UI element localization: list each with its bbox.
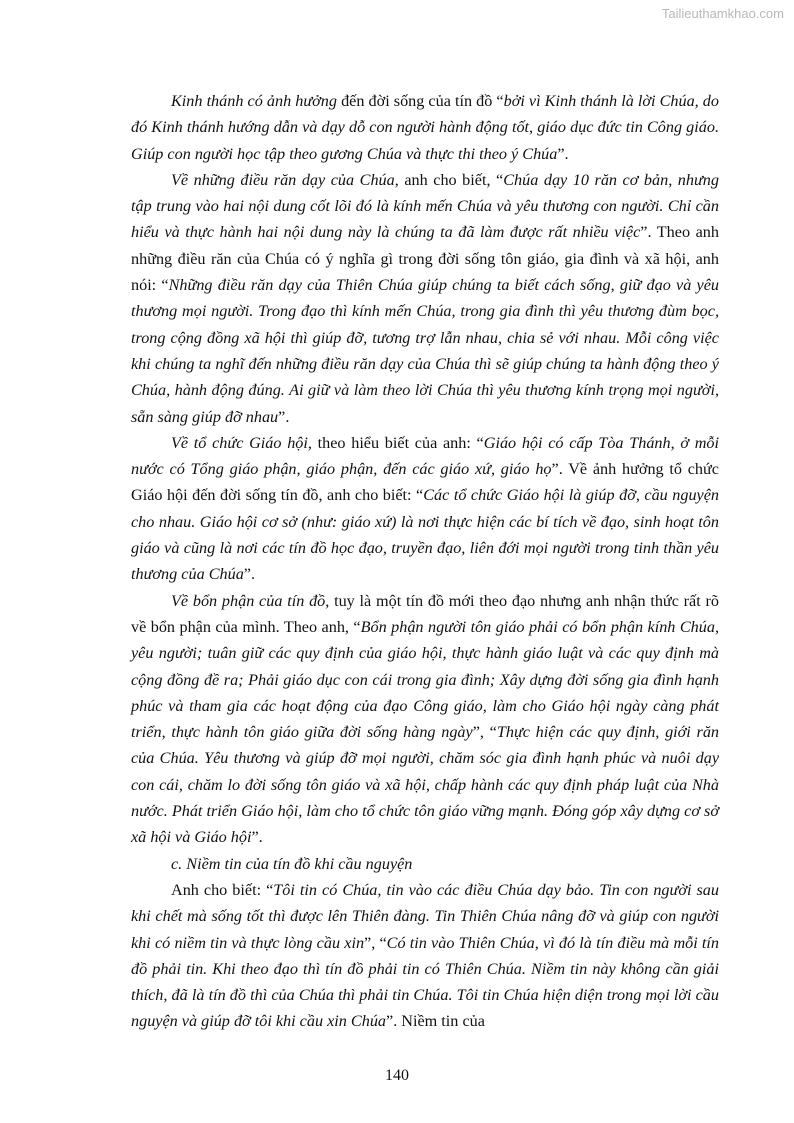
italic-quote-text: Các tổ chức Giáo hội là giúp đỡ, cầu nguyện cho nhau. Giáo hội cơ sở (như: giáo xứ) là nơi thực hiện các bí tích về đạo, sinh hoạt tôn giáo và cũng là nơi các tín đồ học đạo, truyền đạo, liên đới mọi người trong tinh thần yêu thương của Chúa [131, 486, 719, 584]
paragraph [131, 167, 719, 430]
text-span: , tuy là một tín đồ mới theo đạo nhưng anh nhận thức rất rõ về bổn phận của mình. Theo anh, “ [131, 591, 719, 636]
text-span: ”. [251, 828, 263, 847]
italic-quote-text: bởi vì Kinh thánh là lời Chúa, do đó Kinh thánh hướng dẫn và dạy dỗ con người hành động tốt, giáo dục đức tin Công giáo. Giúp con người học tập theo gương Chúa và thực thi theo ý Chúa [131, 92, 719, 163]
italic-quote-text: Những điều răn dạy của Thiên Chúa giúp chúng ta biết cách sống, giữ đạo và yêu thương mọi người. Trong đạo thì kính mến Chúa, trong gia đình thì yêu thương đùm bọc, trong cộng đồng xã hội thì giúp đỡ, tương trợ lẫn nhau, chia sẻ với nhau. Mỗi công việc khi chúng ta nghĩ đến những điều răn dạy của Chúa thì sẽ giúp chúng ta hành động theo ý Chúa, hành động đúng. Ai giữ và làm theo lời Chúa thì yêu thương kính trọng mọi người, sẵn sàng giúp đỡ nhau [131, 276, 719, 426]
text-span: đến đời sống của tín đồ “ [337, 92, 504, 110]
text-span: ”. Theo anh những điều răn của Chúa có ý nghĩa gì trong đời sống tôn giáo, gia đình và xã hội, anh nói: “ [131, 223, 719, 295]
italic-quote-text: Về những điều răn dạy của Chúa [171, 170, 395, 189]
italic-quote-text: Thực hiện các quy định, giới răn của Chúa. Yêu thương và giúp đỡ mọi người, chăm sóc gia đình hạnh phúc và nuôi dạy con cái, chăm lo đời sống tôn giáo và xã hội, chấp hành các quy định pháp luật của Nhà nước. Phát triển Giáo hội, làm cho tổ chức tôn giáo vững mạnh. Đóng góp xây dựng cơ sở xã hội và Giáo hội [131, 723, 720, 847]
paragraph [131, 877, 719, 1035]
text-span: ”, “ [364, 933, 387, 952]
section-heading [131, 851, 719, 877]
watermark: Tailieuthamkhao.com [661, 6, 784, 21]
italic-quote-text: Bổn phận người tôn giáo phải có bổn phận kính Chúa, yêu người; tuân giữ các quy định của giáo hội, thực hành giáo luật và các quy định mà cộng đồng đề ra; Phải giáo dục con cái trong gia đình; Xây dựng đời sống gia đình hạnh phúc và tham gia các hoạt động của đạo Công giáo, làm cho Giáo hội ngày càng phát triển, thực hành tôn giáo giữa đời sống hàng ngày [131, 617, 719, 742]
paragraph [131, 430, 719, 588]
italic-quote-text: Về tổ chức Giáo hội [171, 433, 308, 452]
italic-quote-text: Có tin vào Thiên Chúa, vì đó là tín điều mà mỗi tín đồ phải tin. Khi theo đạo thì tín đồ phải tin có Thiên Chúa. Niềm tin này không cần giải thích, đã là tín đồ thì của Chúa thì phải tin Chúa. Tôi tin Chúa hiện diện trong mọi lời cầu nguyện và giúp đỡ tôi khi cầu xin Chúa [131, 933, 720, 1031]
paragraph [131, 88, 719, 167]
page-number: 140 [385, 1067, 409, 1084]
italic-quote-text: c. Niềm tin của tín đồ khi cầu nguyện [171, 854, 413, 873]
text-span: Anh cho biết: “ [171, 880, 274, 899]
italic-quote-text: Kinh thánh có ảnh hưởng [171, 92, 337, 110]
text-span: ”. [243, 565, 256, 584]
text-span: , theo hiểu biết của anh: “ [307, 433, 484, 452]
italic-quote-text: Giáo hội có cấp Tòa Thánh, ở mỗi nước có Tổng giáo phận, giáo phận, đến các giáo xứ, giáo họ [131, 433, 719, 479]
paragraph [131, 588, 719, 851]
text-span: ”. Niềm tin của [386, 1012, 485, 1031]
text-span: ”, “ [472, 723, 497, 742]
text-span: ”. [278, 407, 290, 426]
italic-quote-text: Tôi tin có Chúa, tin vào các điều Chúa dạy bảo. Tin con người sau khi chết mà sống tốt thì được lên Thiên đàng. Tin Thiên Chúa nâng đỡ và giúp con người khi có niềm tin và thực lòng cầu xin [131, 880, 719, 952]
italic-quote-text: Chúa dạy 10 răn cơ bản, nhưng tập trung vào hai nội dung cốt lõi đó là kính mến Chúa và yêu thương con người. Chỉ cần hiểu và thực hành hai nội dung này là chúng ta đã làm được rất nhiều việc [131, 170, 719, 242]
text-span: ”. [557, 144, 569, 163]
italic-quote-text: Về bổn phận của tín đồ [171, 591, 326, 610]
text-span: ”. Về ảnh hưởng tổ chức Giáo hội đến đời sống tín đồ, anh cho biết: “ [131, 460, 719, 505]
text-span: , anh cho biết, “ [394, 170, 504, 189]
document-body [131, 88, 719, 1035]
